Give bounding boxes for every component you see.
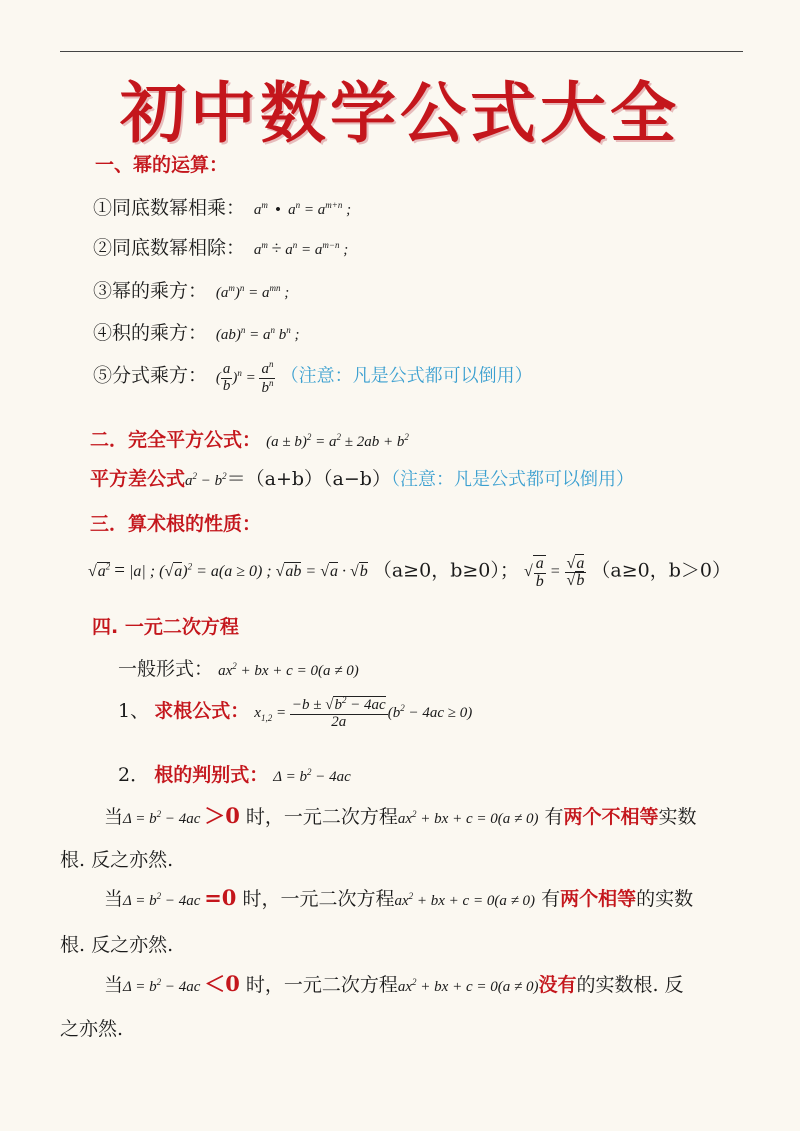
p1-condition: ＞0 xyxy=(204,803,240,828)
formula-row-3 xyxy=(93,276,289,303)
general-form-math: $ax^2$ + bx + c = 0(a ≠ 0) xyxy=(218,661,359,679)
formula-5-note: （注意：凡是公式都可以倒用） xyxy=(280,365,533,387)
paragraph-2-line-2: 根. 反之亦然. xyxy=(60,934,174,956)
p2-tail: 的实数 xyxy=(636,888,694,910)
p2-condition: =0 xyxy=(204,885,237,910)
general-form-row xyxy=(118,654,359,681)
root-properties-math: $√a^2 = |a|$ ; $(√a)^2 = a(a \ge 0)$ ; √ab = √a · √b xyxy=(88,560,368,582)
page-title: 初中数学公式大全 xyxy=(120,74,680,152)
formula-row-4 xyxy=(93,318,299,345)
section-2-row xyxy=(90,425,409,452)
root-condition-1: （a≥0，b≥0）； xyxy=(372,559,519,582)
root-condition-2: （a≥0，b＞0） xyxy=(591,559,732,582)
p3-equation-math: $ax^2$ + bx + c = 0(a ≠ 0) xyxy=(397,977,539,995)
diff-squares-row xyxy=(90,464,634,491)
p3-when: 当 xyxy=(104,974,124,996)
paragraph-3-line-1 xyxy=(104,968,684,998)
formula-row-2 xyxy=(93,233,348,260)
paragraph-2-line-1 xyxy=(104,884,693,911)
formula-1-label: ①同底数幂相乘： xyxy=(93,197,246,219)
formula-row-1 xyxy=(93,193,351,220)
p1-equation-math: $ax^2$ + bx + c = 0(a ≠ 0) xyxy=(397,809,539,827)
p1-emphasis: 两个不相等 xyxy=(563,806,659,828)
formula-5-label: ⑤分式乘方： xyxy=(93,364,208,387)
discriminant-math: $\Delta = b^2 - 4ac$ xyxy=(273,767,351,785)
p1-has: 有 xyxy=(544,806,564,828)
formula-2-label: ②同底数幂相除： xyxy=(93,237,246,259)
p2-text: 时，一元二次方程 xyxy=(236,888,395,910)
discriminant-num: 2． xyxy=(118,764,150,786)
formula-row-5 xyxy=(93,360,533,397)
diff-squares-label: 平方差公式 xyxy=(90,468,186,490)
section-2-heading: 二．完全平方公式： xyxy=(90,429,262,451)
p3-text: 时，一元二次方程 xyxy=(239,974,398,996)
quadratic-formula-num: 1、 xyxy=(118,700,150,722)
formula-1-math: $a^m$ • $a^n = a^{m+n}$ ; xyxy=(250,200,352,218)
section-3-heading: 三．算术根的性质： xyxy=(90,513,262,535)
p3-emphasis: 没有 xyxy=(538,974,577,996)
quadratic-formula-row xyxy=(118,696,472,731)
discriminant-row xyxy=(118,760,351,787)
diff-squares-note: （注意：凡是公式都可以倒用） xyxy=(390,469,634,490)
formula-5-math: ( $\frac{a}{b}$ )$^n$ = $\frac{a^n}{b^n}$ xyxy=(212,359,274,396)
p1-tail: 实数 xyxy=(658,806,697,828)
paragraph-1-line-2: 根. 反之亦然. xyxy=(60,849,174,871)
diff-squares-math: $a^2 - b^2$ xyxy=(185,471,227,489)
root-quotient-math: √ $\frac{a}{b}$ = $\frac{√a}{√b}$ xyxy=(523,554,585,590)
discriminant-label: 根的判别式： xyxy=(154,764,269,786)
p3-condition: ＜0 xyxy=(204,971,240,996)
p1-delta-math: $\Delta = b^2 - 4ac$ xyxy=(123,809,205,827)
paragraph-3-line-2: 之亦然. xyxy=(60,1018,124,1040)
p1-text: 时，一元二次方程 xyxy=(239,806,398,828)
quadratic-formula-math: $x_{1,2}$ = $\frac{-b \pm √b^2 - 4ac}{2a}$ $(b^2 - 4ac \ge 0)$ xyxy=(254,695,473,731)
p2-equation-math: $ax^2$ + bx + c = 0(a ≠ 0) xyxy=(394,891,536,909)
formula-2-math: $a^m \div a^n = a^{m-n}$ ; xyxy=(250,238,349,258)
p2-has: 有 xyxy=(541,888,561,910)
formula-3-label: ③幂的乘方： xyxy=(93,280,208,302)
formula-4-math: $(ab)^n = a^n$ $b^n$ ; xyxy=(212,325,300,343)
p2-delta-math: $\Delta = b^2 - 4ac$ xyxy=(123,891,205,909)
p3-delta-math: $\Delta = b^2 - 4ac$ xyxy=(123,977,205,995)
section-1-heading: 一、幂的运算： xyxy=(95,154,229,176)
formula-4-label: ④积的乘方： xyxy=(93,322,208,344)
paragraph-1-line-1 xyxy=(104,800,697,830)
p2-emphasis: 两个相等 xyxy=(560,888,637,910)
section-4-heading: 四. 一元二次方程 xyxy=(92,616,239,638)
perfect-square-math: $(a \pm b)^2 = a^2 \pm 2ab + b^2$ xyxy=(266,432,409,450)
general-form-label: 一般形式： xyxy=(118,658,214,680)
formula-3-math: $(a^m)^n = a^{mn}$ ; xyxy=(212,283,290,301)
diff-squares-rest: ＝（a+b）（a−b） xyxy=(226,468,391,490)
p2-when: 当 xyxy=(104,888,124,910)
quadratic-formula-label: 求根公式： xyxy=(154,700,250,722)
top-rule xyxy=(60,51,743,52)
p1-when: 当 xyxy=(104,806,124,828)
root-properties-row xyxy=(88,555,731,591)
p3-tail: 的实数根. 反 xyxy=(576,974,684,996)
